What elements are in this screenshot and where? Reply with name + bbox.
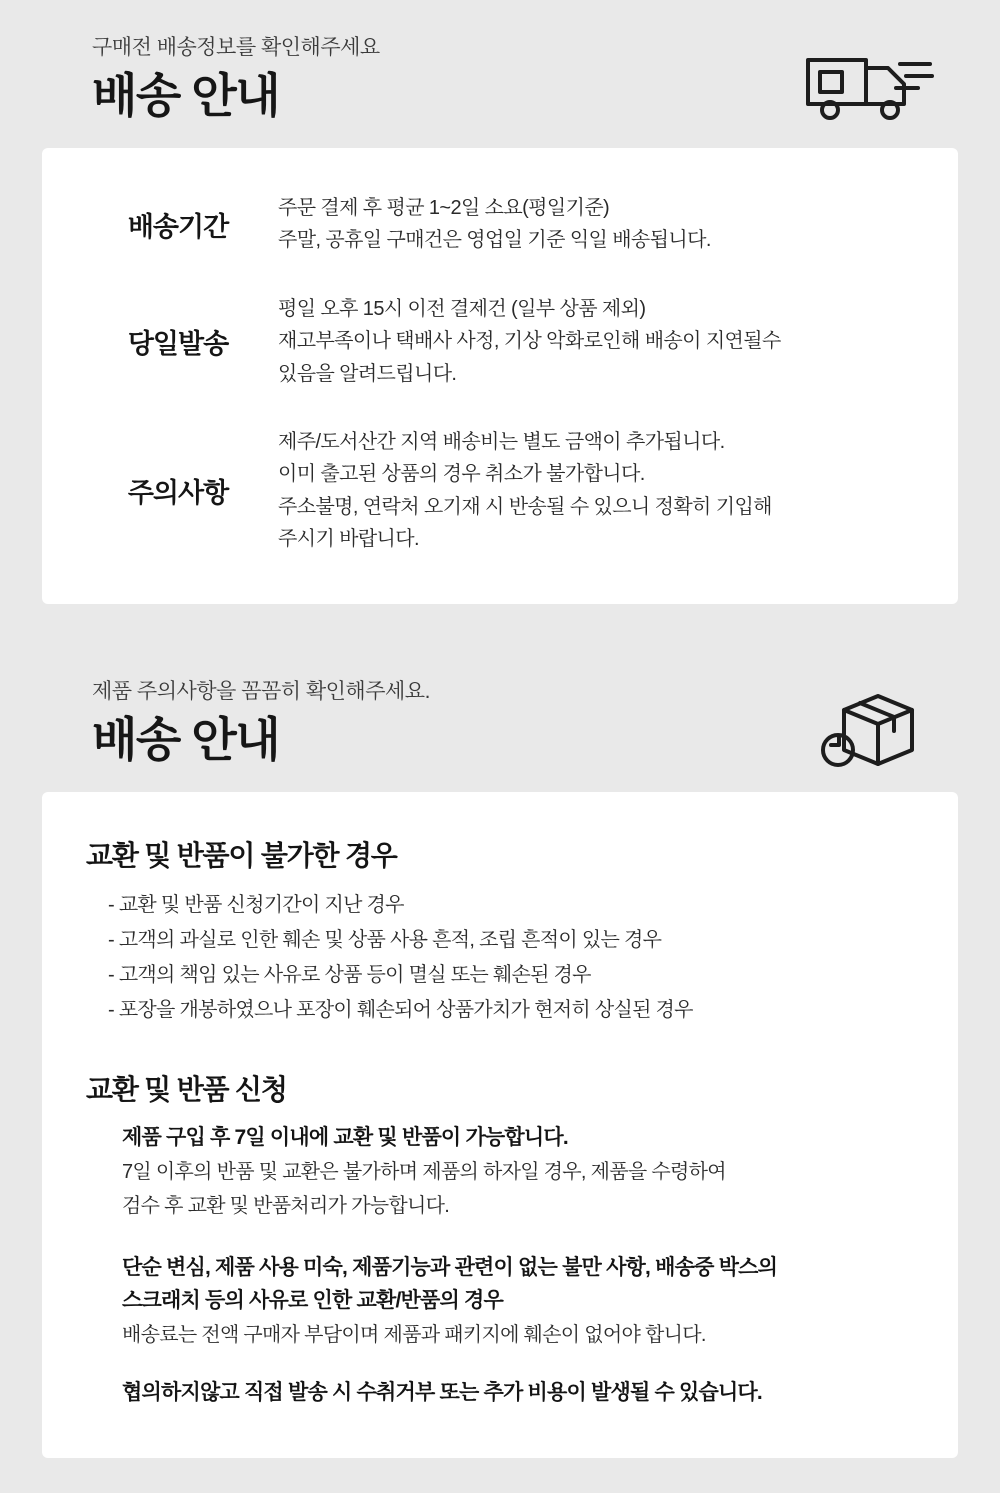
shipping-row-body xyxy=(278,192,922,257)
list-item: - 교환 및 반품 신청기간이 지난 경우 xyxy=(108,893,404,916)
returns-change-of-mind-line1: 단순 변심, 제품 사용 미숙, 제품기능과 관련이 없는 불만 사항, 배송중 박스의 xyxy=(122,1256,778,1280)
returns-section xyxy=(0,678,1000,1458)
shipping-info-card xyxy=(42,148,958,604)
returns-period-line2: 검수 후 교환 및 반품처리가 가능합니다. xyxy=(122,1195,450,1218)
shipping-row-body xyxy=(278,426,922,556)
spacer xyxy=(122,1351,914,1377)
shipping-row-line: 주문 결제 후 평균 1~2일 소요(평일기준) xyxy=(278,197,610,220)
returns-request-paragraphs xyxy=(122,1122,914,1410)
returns-title: 배송 안내 xyxy=(92,712,280,766)
returns-period-line1: 7일 이후의 반품 및 교환은 불가하며 제품의 하자일 경우, 제품을 수령하여 xyxy=(122,1161,726,1184)
returns-header xyxy=(42,678,958,770)
return-box-icon xyxy=(800,684,940,774)
returns-not-allowed-list xyxy=(108,888,914,1028)
shipping-row-label: 당일발송 xyxy=(127,328,229,359)
shipping-row-body xyxy=(278,293,922,390)
shipping-row-line: 있음을 알려드립니다. xyxy=(278,362,457,385)
shipping-row-line: 주시기 바랍니다. xyxy=(278,528,419,551)
shipping-section xyxy=(0,0,1000,604)
shipping-row-line: 제주/도서산간 지역 배송비는 별도 금액이 추가됩니다. xyxy=(278,431,725,453)
list-item: - 고객의 책임 있는 사유로 상품 등이 멸실 또는 훼손된 경우 xyxy=(108,963,591,986)
returns-block2-heading: 교환 및 반품 신청 xyxy=(86,1073,287,1105)
shipping-row-line: 이미 출고된 상품의 경우 취소가 불가합니다. xyxy=(278,463,645,486)
returns-block1-heading: 교환 및 반품이 불가한 경우 xyxy=(86,839,397,871)
shipping-row-line: 주소불명, 연락처 오기재 시 반송될 수 있으니 정확히 기입해 xyxy=(278,495,772,518)
shipping-row-label: 배송기간 xyxy=(127,211,229,242)
returns-policy-card xyxy=(42,792,958,1458)
shipping-row-line: 주말, 공휴일 구매건은 영업일 기준 익일 배송됩니다. xyxy=(278,229,711,252)
shipping-row-line: 재고부족이나 택배사 사정, 기상 악화로인해 배송이 지연될수 xyxy=(278,330,781,353)
returns-subtitle: 제품 주의사항을 꼼꼼히 확인해주세요. xyxy=(92,679,430,703)
shipping-subtitle: 구매전 배송정보를 확인해주세요 xyxy=(92,36,380,59)
delivery-truck-icon xyxy=(800,40,940,130)
returns-shipping-fee-note: 배송료는 전액 구매자 부담이며 제품과 패키지에 훼손이 없어야 합니다. xyxy=(122,1324,706,1347)
returns-period-strong: 제품 구입 후 7일 이내에 교환 및 반품이 가능합니다. xyxy=(122,1125,568,1149)
list-item: - 고객의 과실로 인한 훼손 및 상품 사용 흔적, 조립 흔적이 있는 경우 xyxy=(108,928,662,951)
shipping-row-line: 평일 오후 15시 이전 결제건 (일부 상품 제외) xyxy=(278,297,646,320)
shipping-row-label: 주의사항 xyxy=(127,478,229,509)
list-item: - 포장을 개봉하였으나 포장이 훼손되어 상품가치가 현저히 상실된 경우 xyxy=(108,998,693,1021)
shipping-row xyxy=(78,404,922,570)
returns-change-of-mind-line2: 스크래치 등의 사유로 인한 교환/반품의 경우 xyxy=(122,1288,503,1312)
shipping-row xyxy=(78,178,922,271)
returns-direct-send-warning: 협의하지않고 직접 발송 시 수취거부 또는 추가 비용이 발생될 수 있습니다. xyxy=(122,1381,762,1405)
shipping-title: 배송 안내 xyxy=(92,69,280,123)
shipping-header xyxy=(42,34,958,126)
shipping-row xyxy=(78,271,922,404)
spacer xyxy=(122,1222,914,1252)
